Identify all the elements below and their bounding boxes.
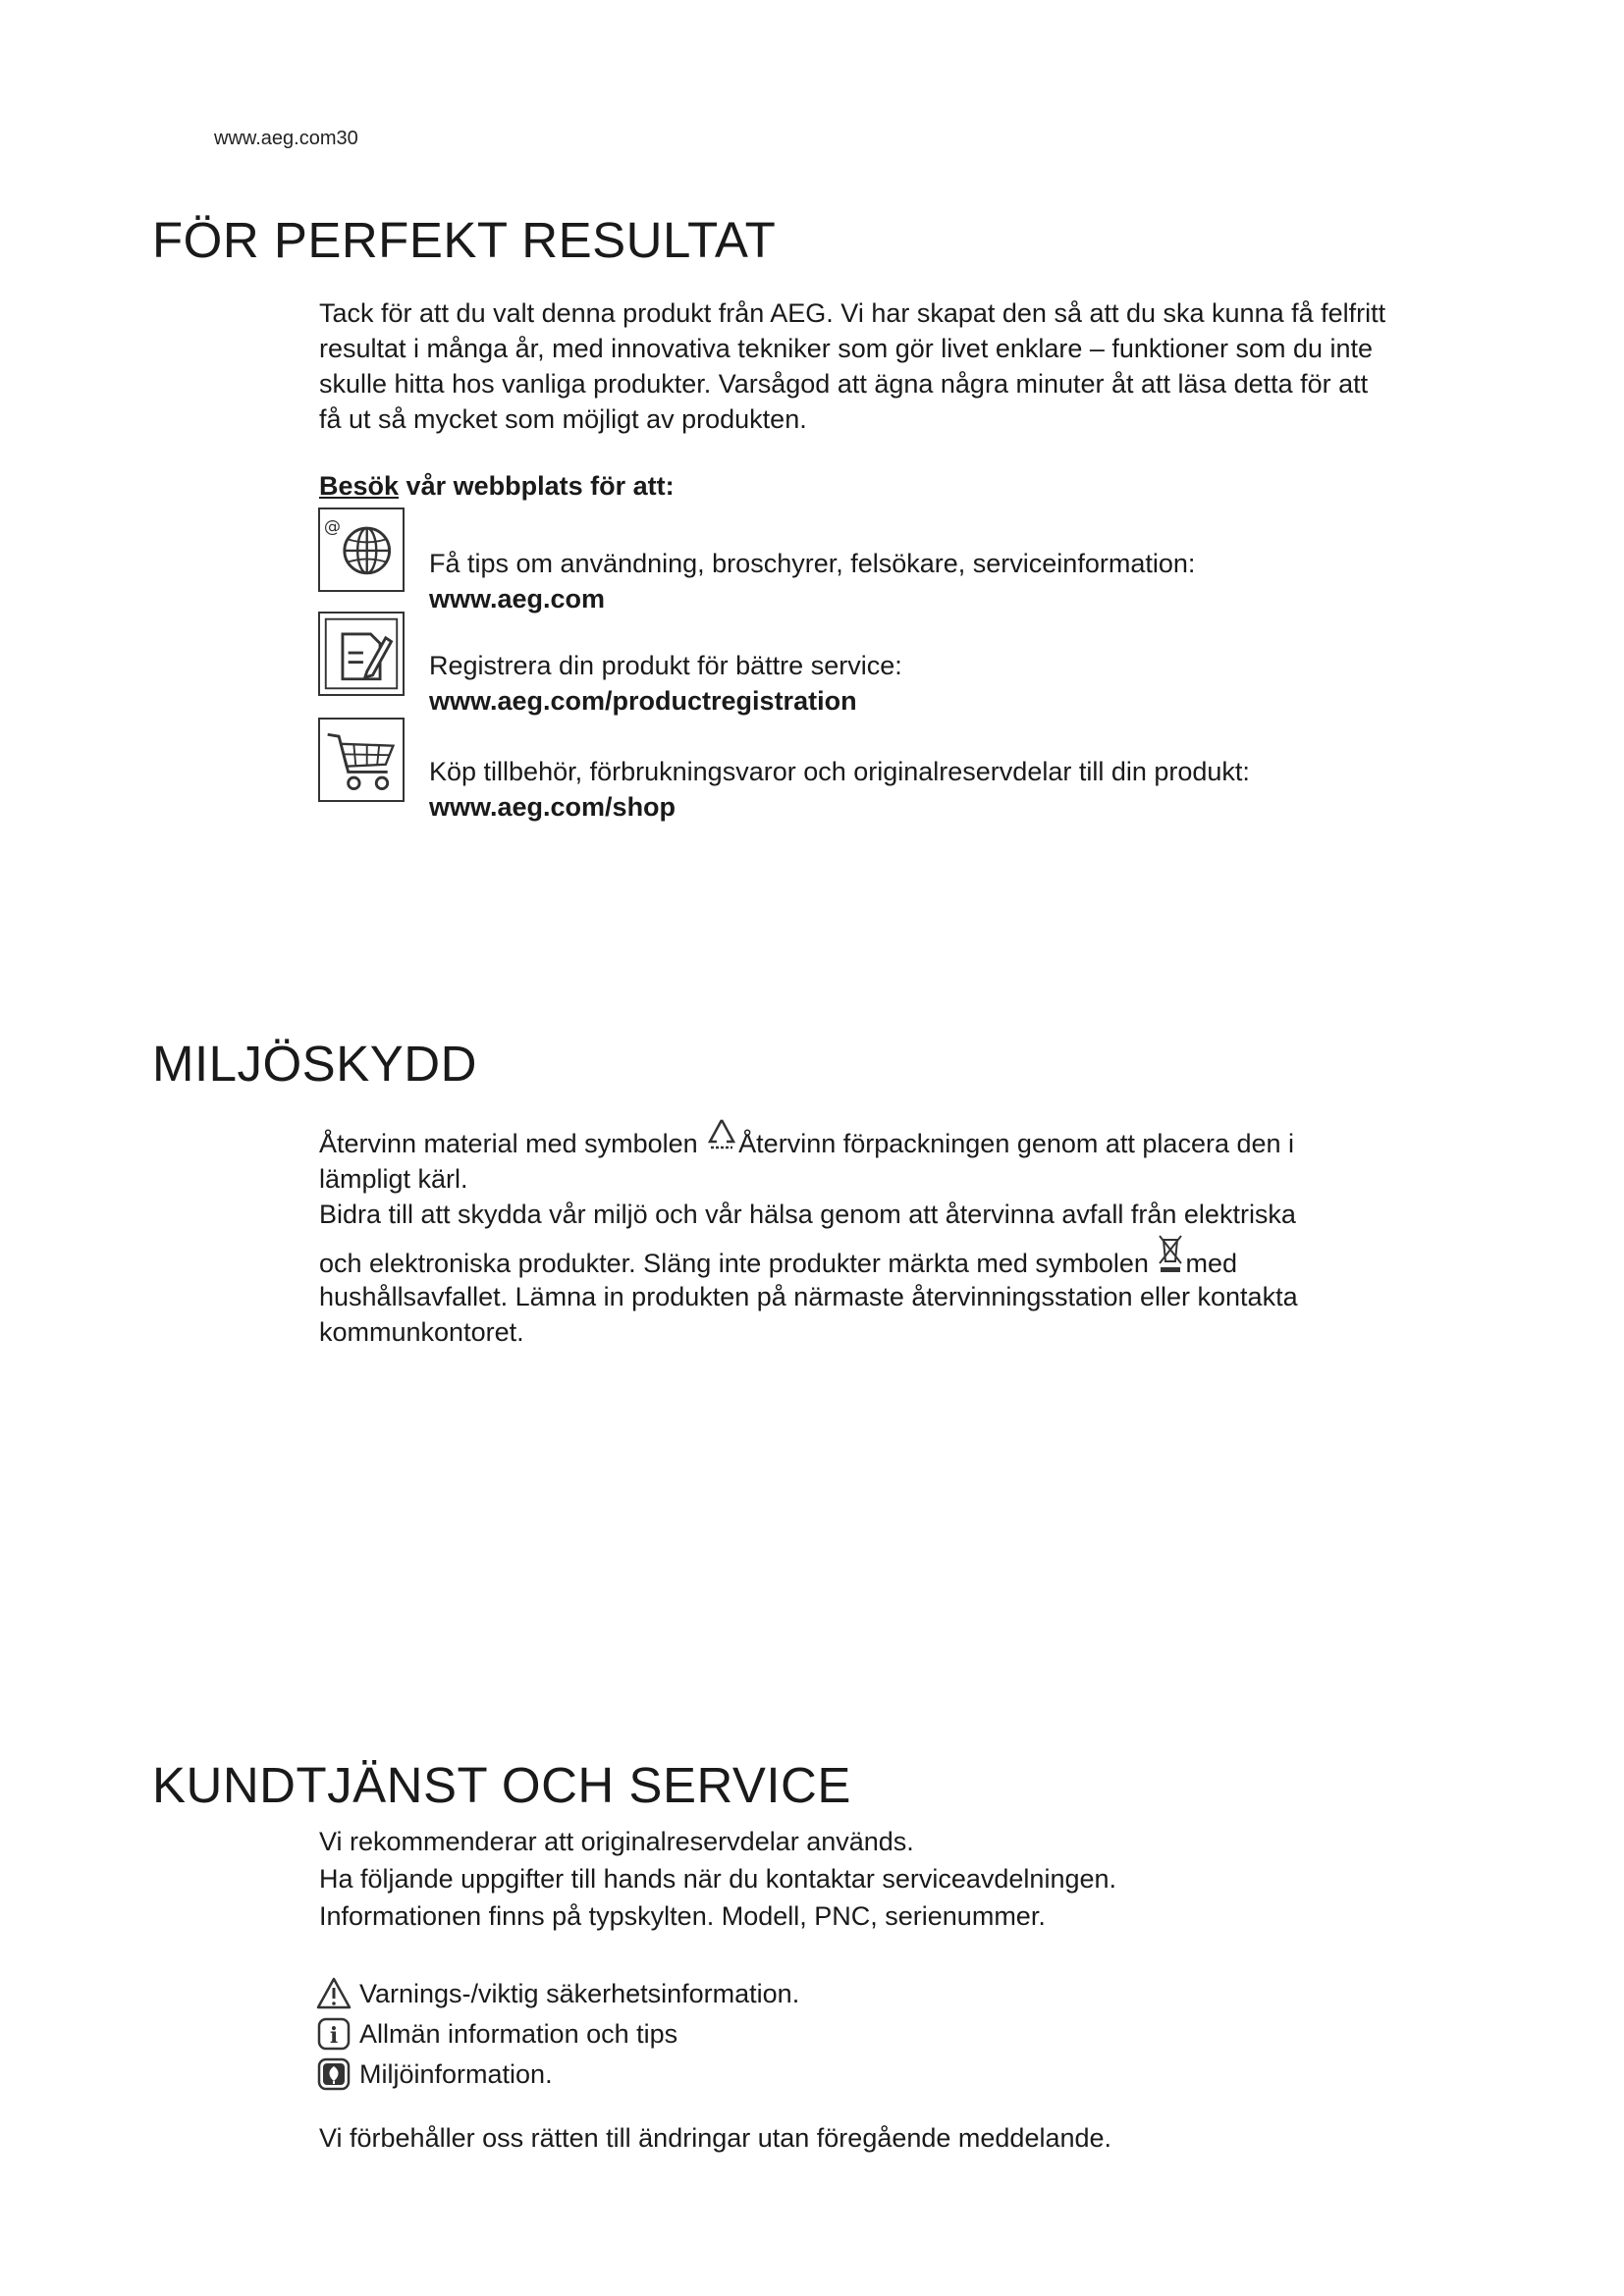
env-text: och elektroniska produkter. Släng inte produkter märkta med symbolen [319,1249,1157,1279]
link-url-productregistration[interactable]: www.aeg.com/productregistration [429,686,857,716]
legend-text: Allmän information och tips [359,2018,678,2049]
env-text: Återvinn förpackningen genom att placera den i [738,1129,1295,1159]
environment-line-6: kommunkontoret. [319,1317,524,1347]
link-item-shop [429,754,1250,825]
legend-item-warning [316,1975,799,2012]
svg-text:i: i [329,2023,339,2049]
link-text: Få tips om användning, broschyrer, felsökare, serviceinformation: [429,549,1196,578]
intro-line: få ut så mycket som möjligt av produkten. [319,404,807,434]
recycle-icon [705,1116,738,1155]
intro-line: Tack för att du valt denna produkt från AEG. Vi har skapat den så att du ska kunna få felfritt [319,298,1386,328]
section-title-environment: MILJÖSKYDD [152,1036,477,1092]
service-line: Vi rekommenderar att originalreservdelar används. [319,1827,914,1856]
link-text: Registrera din produkt för bättre service: [429,651,902,680]
environment-line-1 [319,1126,1497,1161]
intro-paragraph [319,295,1527,437]
environment-line-2: lämpligt kärl. [319,1164,468,1194]
environment-line-3: Bidra till att skydda vår miljö och vår hälsa genom att återvinna avfall från elektriska [319,1200,1296,1229]
globe-icon [318,507,405,592]
intro-line: skulle hitta hos vanliga produkter. Varsågod att ägna några minuter åt att läsa detta för att [319,369,1369,399]
environment-line-5: hushållsavfallet. Lämna in produkten på närmaste återvinningsstation eller kontakta [319,1282,1298,1311]
legend-text: Miljöinformation. [359,2058,553,2089]
warning-icon [316,1976,352,2011]
registration-icon [318,612,405,696]
visit-heading-underlined: Besök [319,471,400,501]
legend-item-info [316,2015,677,2053]
shopping-cart-icon [318,718,405,802]
link-item-registration [429,648,902,719]
link-url-aeg[interactable]: www.aeg.com [429,584,606,614]
service-line: Ha följande uppgifter till hands när du kontaktar serviceavdelningen. [319,1864,1117,1894]
environment-line-4 [319,1244,1497,1279]
svg-text:@: @ [323,516,342,537]
page-header: www.aeg.com30 [214,128,358,149]
crossed-bin-icon [1156,1232,1185,1275]
environment-icon [316,2056,352,2092]
link-text: Köp tillbehör, förbrukningsvaror och originalreservdelar till din produkt: [429,757,1250,786]
info-icon [316,2016,352,2052]
environment-paragraph [319,1126,1497,1350]
visit-heading-rest: vår webbplats för att: [399,471,675,501]
section-title-customer-service: KUNDTJÄNST OCH SERVICE [152,1757,851,1813]
env-text: Återvinn material med symbolen [319,1129,706,1159]
link-item-tips [429,546,1195,616]
section-title-perfect-result: FÖR PERFEKT RESULTAT [152,212,777,268]
service-paragraph [319,1824,1399,1936]
legend-text: Varnings-/viktig säkerhetsinformation. [359,1978,800,2008]
env-text: med [1185,1249,1237,1279]
visit-website-heading [319,471,675,502]
changes-reserved-note: Vi förbehåller oss rätten till ändringar utan föregående meddelande. [319,2123,1112,2153]
service-line: Informationen finns på typskylten. Modell, PNC, serienummer. [319,1901,1046,1931]
legend-item-environment [316,2056,553,2093]
link-url-shop[interactable]: www.aeg.com/shop [429,792,677,822]
intro-line: resultat i många år, med innovativa tekniker som gör livet enklare – funktioner som du inte [319,334,1374,363]
